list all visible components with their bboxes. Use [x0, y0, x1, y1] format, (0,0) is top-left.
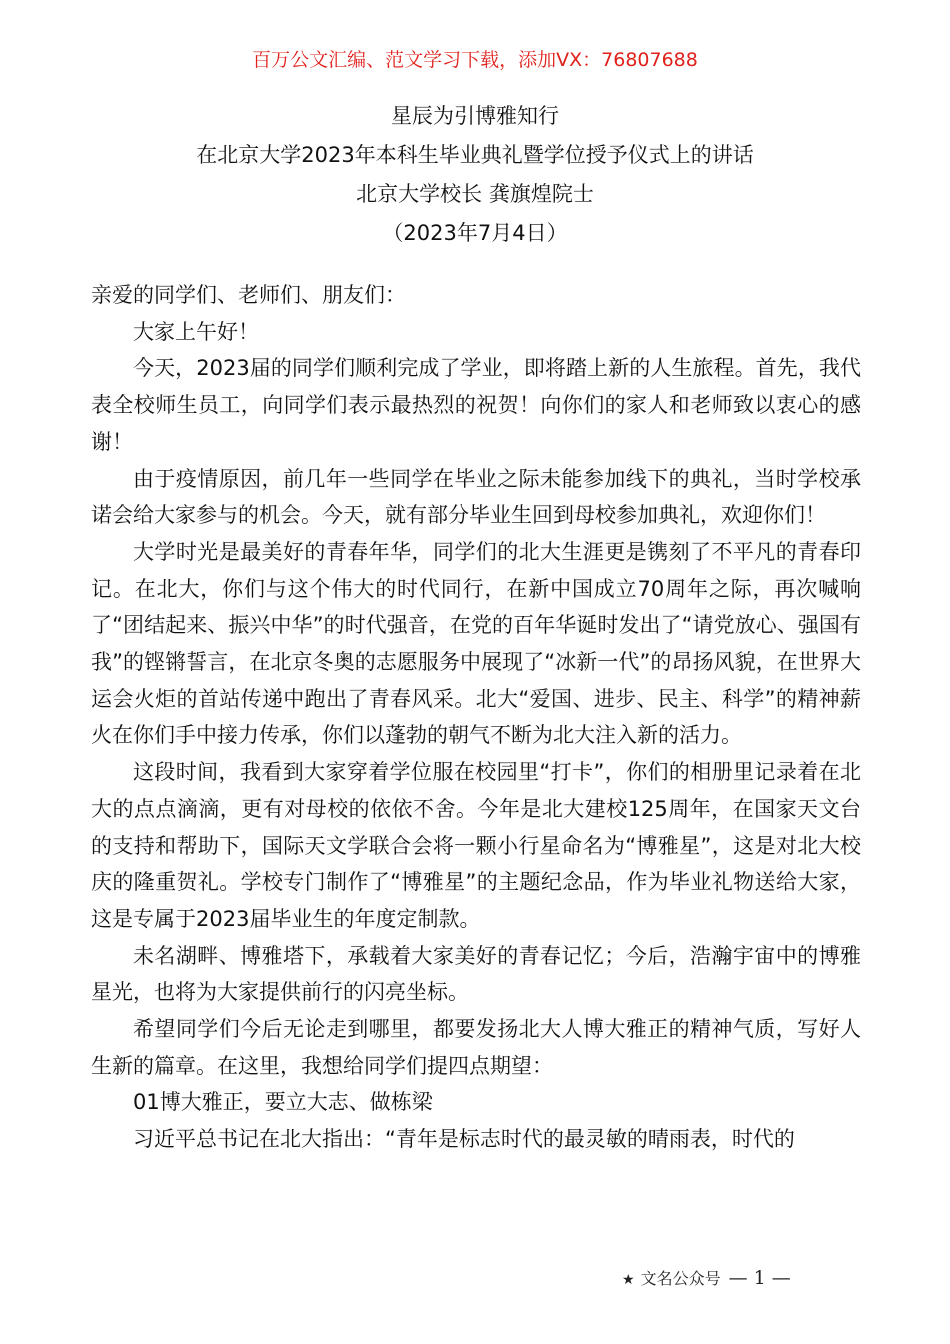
paragraph-congratulations: 今天，2023届的同学们顺利完成了学业，即将踏上新的人生旅程。首先，我代表全校师生员工，向同学们表示最热烈的祝贺！向你们的家人和老师致以衷心的感谢！ [91, 356, 861, 454]
paragraph-university-years: 大学时光是最美好的青春年华，同学们的北大生涯更是镌刻了不平凡的青春印记。在北大，你们与这个伟大的时代同行，在新中国成立70周年之际，再次喊响了“团结起来、振兴中华”的时代强音，在党的百年华诞时发出了“请党放心、强国有我”的铿锵誓言，在北京冬奥的志愿服务中展现了“冰新一代”的昂扬风貌，在世界大运会火炬的首站传递中跑出了青春风采。北大“爱国、进步、民主、科学”的精神薪火在你们手中接力传承，你们以蓬勃的朝气不断为北大注入新的活力。 [91, 539, 861, 748]
section-heading-01: 01博大雅正，要立大志、做栋梁 [133, 1090, 433, 1115]
paragraph-weiming-lake: 未名湖畔、博雅塔下，承载着大家美好的青春记忆；今后，浩瀚宇宙中的博雅星光，也将为大家提供前行的闪亮坐标。 [91, 943, 861, 1005]
speech-title: 星辰为引博雅知行 [391, 104, 559, 128]
speech-body [91, 277, 861, 1158]
paragraph-quote: 习近平总书记在北大指出：“青年是标志时代的最灵敏的晴雨表，时代的 [133, 1127, 795, 1152]
paragraph-expectations: 希望同学们今后无论走到哪里，都要发扬北大人博大雅正的精神气质，写好人生新的篇章。在这里，我想给同学们提四点期望： [91, 1017, 861, 1078]
paragraph-boya-star: 这段时间，我看到大家穿着学位服在校园里“打卡”，你们的相册里记录着在北大的点点滴滴，更有对母校的依依不舍。今年是北大建校125周年，在国家天文台的支持和帮助下，国际天文学联合会将一颗小行星命名为“博雅星”，这是对北大校庆的隆重贺礼。学校专门制作了“博雅星”的主题纪念品，作为毕业礼物送给大家，这是专属于2023届毕业生的年度定制款。 [91, 760, 861, 931]
speech-subtitle: 在北京大学2023年本科生毕业典礼暨学位授予仪式上的讲话 [196, 143, 754, 167]
paragraph-greeting: 大家上午好！ [133, 319, 259, 344]
paragraph-pandemic: 由于疫情原因，前几年一些同学在毕业之际未能参加线下的典礼，当时学校承诺会给大家参与的机会。今天，就有部分毕业生回到母校参加典礼，欢迎你们！ [91, 466, 861, 528]
page-number: — 1 — [728, 1267, 791, 1289]
page-footer [622, 1266, 791, 1292]
speaker-line: 北京大学校长 龚旗煌院士 [356, 182, 594, 206]
footer-label: 文名公众号 [640, 1269, 721, 1288]
speech-date: （2023年7月4日） [382, 221, 568, 245]
title-block [0, 97, 950, 253]
watermark-banner: 百万公文汇编、范文学习下载，添加VX：76807688 [252, 49, 698, 71]
salutation: 亲爱的同学们、老师们、朋友们： [91, 283, 406, 307]
star-icon: ★ [622, 1272, 635, 1288]
